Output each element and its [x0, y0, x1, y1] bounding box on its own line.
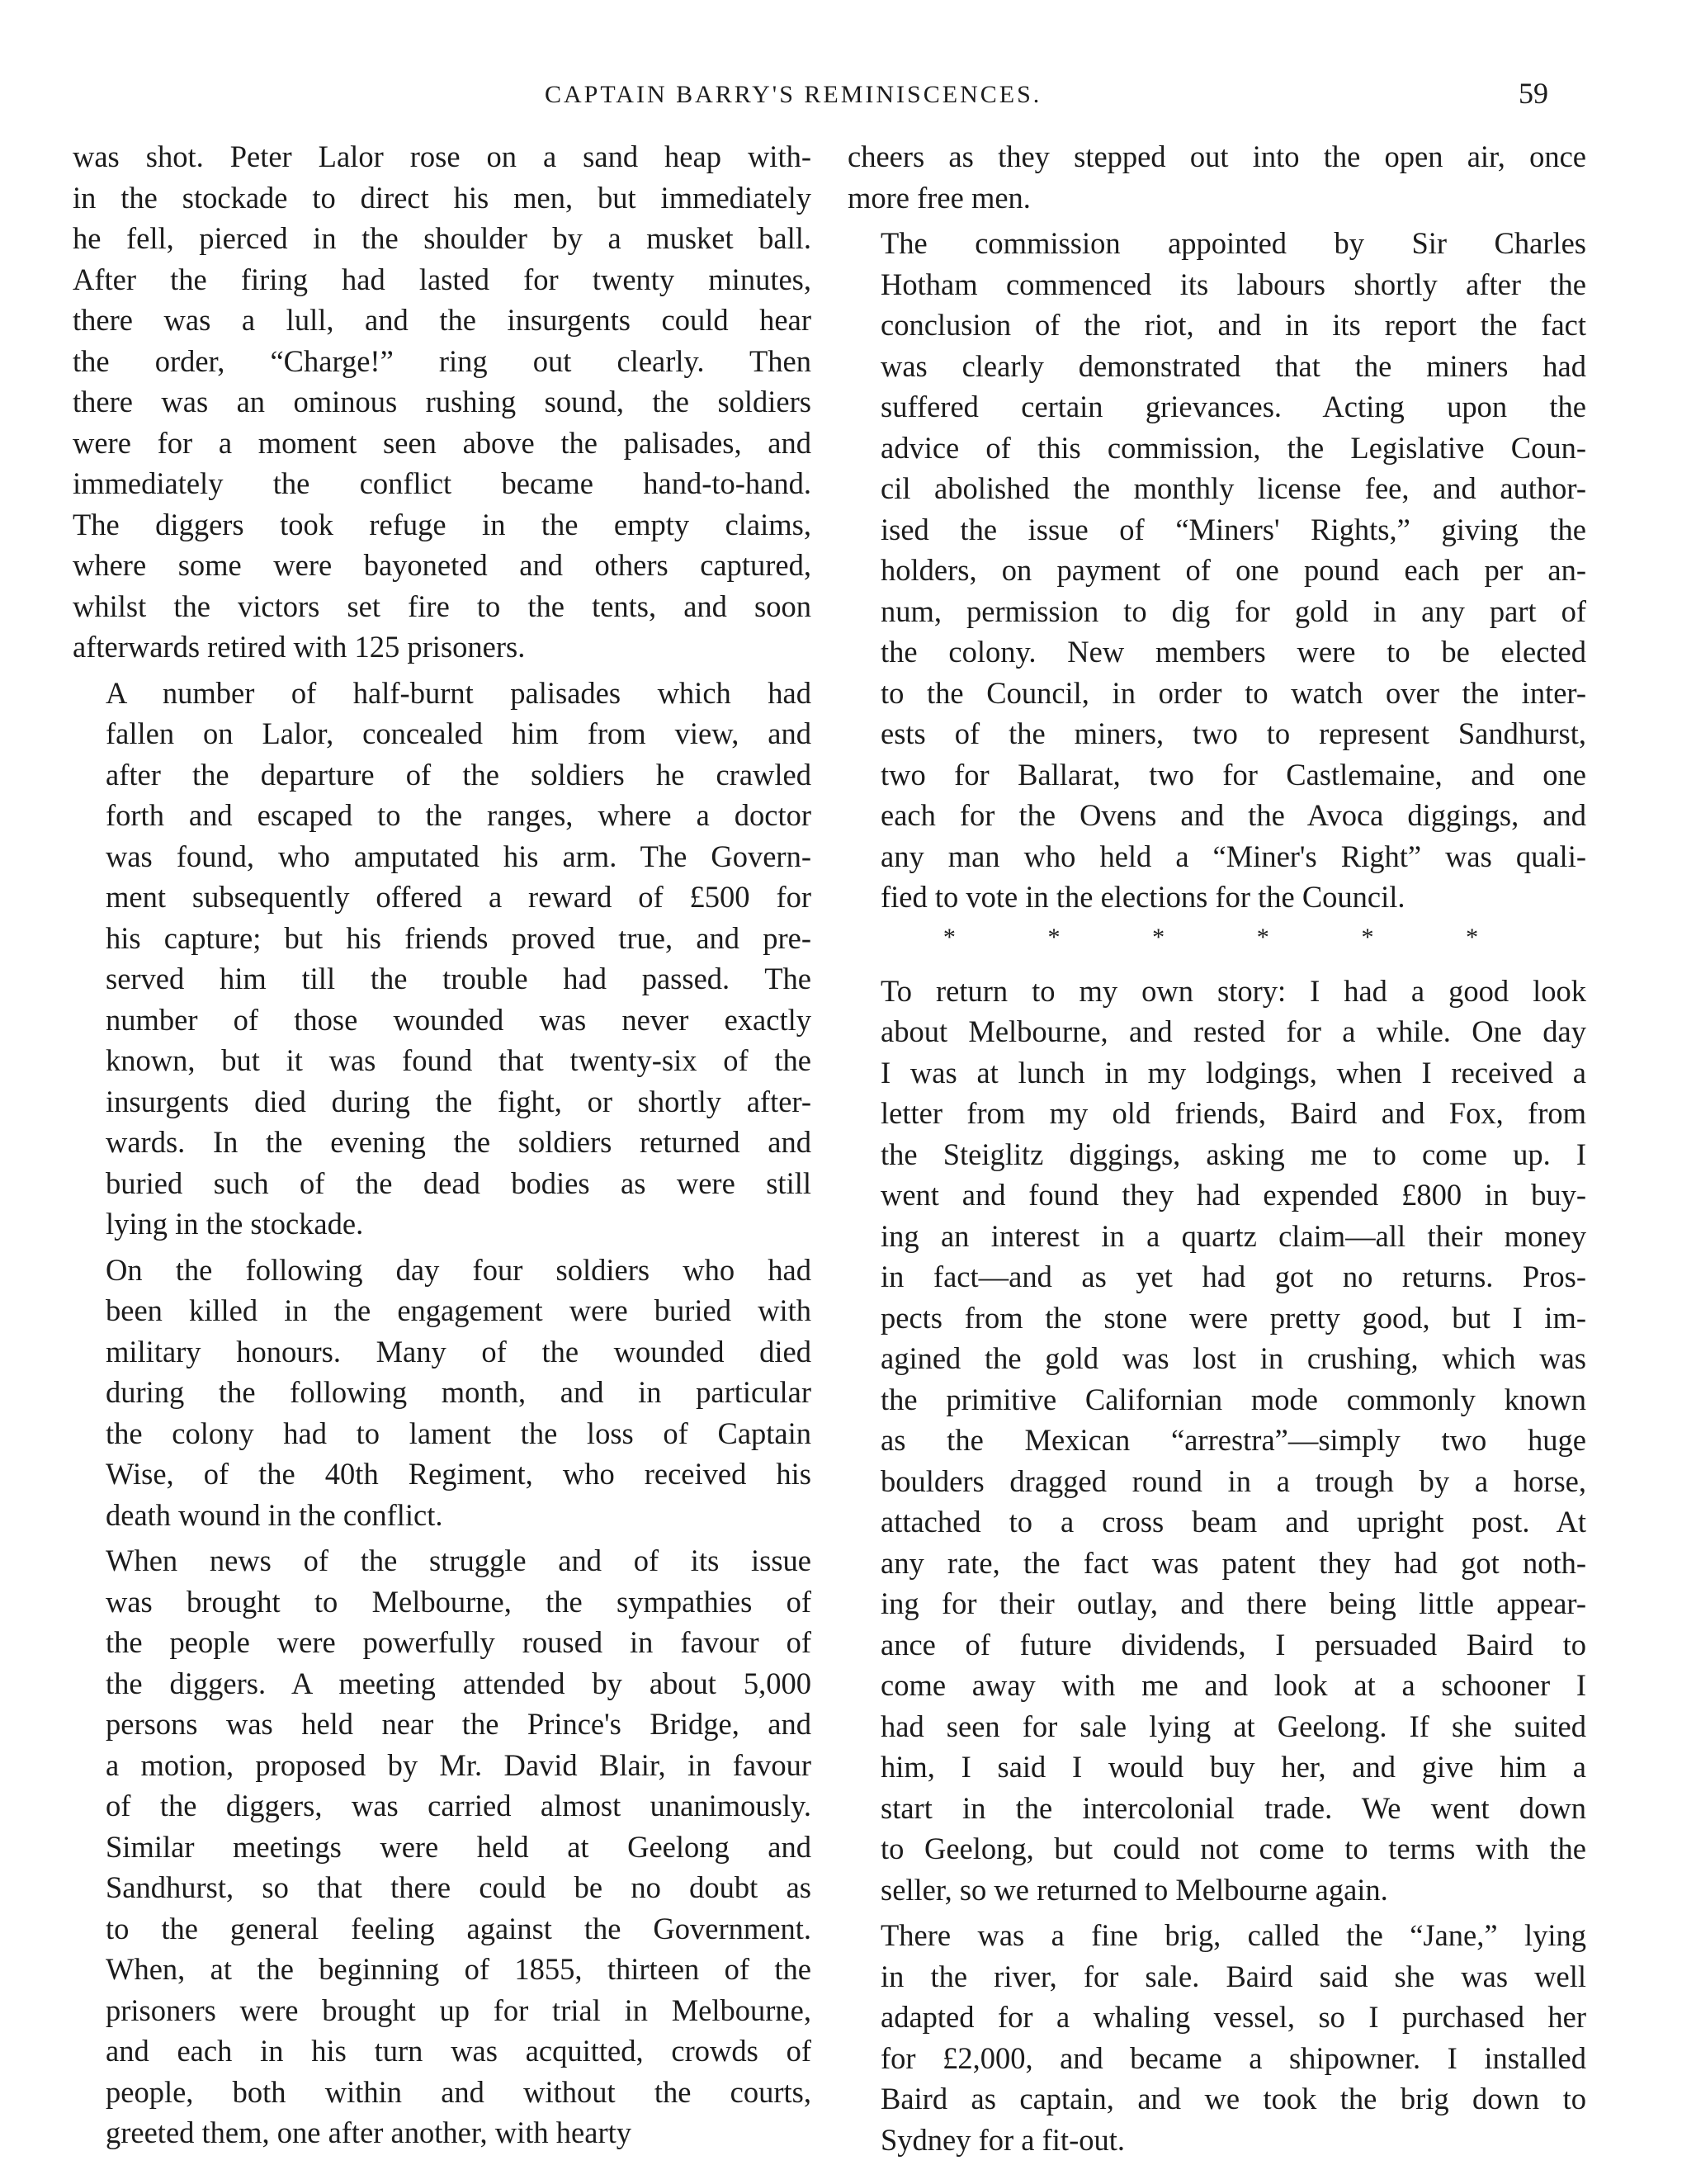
section-separator: [897, 921, 1524, 954]
separator-asterisk: *: [1047, 923, 1061, 951]
text-line: as the Mexican “arrestra”—simply two huge: [881, 1423, 1586, 1457]
text-line: When news of the struggle and of its issue: [106, 1543, 811, 1577]
text-line: was found, who amputated his arm. The Govern-: [106, 839, 811, 873]
separator-asterisk: *: [1466, 923, 1479, 951]
text-line: the colony had to lament the loss of Captain: [106, 1416, 811, 1450]
text-line: where some were bayoneted and others captured,: [73, 548, 811, 582]
separator-asterisk: *: [1361, 923, 1374, 951]
text-line: about Melbourne, and rested for a while. One day: [881, 1014, 1586, 1048]
text-line: his capture; but his friends proved true, and pre-: [106, 920, 811, 955]
text-line: more free men.: [848, 180, 1031, 215]
text-line: fallen on Lalor, concealed him from view, and: [106, 716, 811, 750]
text-line: known, but it was found that twenty-six of the: [106, 1043, 811, 1077]
text-line: The diggers took refuge in the empty claims,: [73, 507, 811, 541]
text-line: each for the Ovens and the Avoca diggings, and: [881, 798, 1586, 832]
text-line: persons was held near the Prince's Bridge, and: [106, 1707, 811, 1741]
text-line: come away with me and look at a schooner I: [881, 1668, 1586, 1702]
text-line: a motion, proposed by Mr. David Blair, in favour: [106, 1747, 811, 1782]
text-line: To return to my own story: I had a good look: [881, 973, 1586, 1008]
text-line: adapted for a whaling vessel, so I purchased her: [881, 2000, 1586, 2034]
text-line: Sandhurst, so that there could be no doubt as: [106, 1870, 811, 1904]
text-line: went and found they had expended £800 in buy-: [881, 1178, 1586, 1212]
text-line: afterwards retired with 125 prisoners.: [73, 630, 526, 664]
separator-asterisk: *: [942, 923, 956, 951]
text-line: was brought to Melbourne, the sympathies of: [106, 1584, 811, 1619]
paragraph: [73, 136, 811, 668]
page-number: 59: [1519, 77, 1548, 110]
text-line: had seen for sale lying at Geelong. If she suited: [881, 1709, 1586, 1743]
text-line: After the firing had lasted for twenty minutes,: [73, 262, 811, 296]
text-line: during the following month, and in particular: [106, 1375, 811, 1409]
text-line: the diggers. A meeting attended by about 5,000: [106, 1666, 811, 1700]
text-line: ised the issue of “Miners' Rights,” giving the: [881, 512, 1586, 546]
text-line: immediately the conflict became hand-to-hand.: [73, 466, 811, 500]
running-head: [0, 76, 1696, 117]
text-line: was shot. Peter Lalor rose on a sand heap with-: [73, 139, 811, 173]
text-line: any rate, the fact was patent they had got noth-: [881, 1545, 1586, 1580]
text-line: fied to vote in the elections for the Council.: [881, 880, 1405, 914]
text-line: there was a lull, and the insurgents could hear: [73, 303, 811, 337]
text-line: buried such of the dead bodies as were still: [106, 1165, 811, 1200]
text-line: served him till the trouble had passed. The: [106, 962, 811, 995]
text-line: to the Council, in order to watch over the inter-: [881, 675, 1586, 710]
text-line: When, at the beginning of 1855, thirteen of the: [106, 1952, 811, 1986]
text-line: of the diggers, was carried almost unanimously.: [106, 1789, 811, 1822]
text-line: ests of the miners, two to represent Sandhurst,: [881, 716, 1586, 750]
text-line: Similar meetings were held at Geelong and: [106, 1829, 811, 1864]
text-line: Wise, of the 40th Regiment, who received his: [106, 1457, 811, 1491]
text-line: I was at lunch in my lodgings, when I received a: [881, 1055, 1586, 1090]
text-line: ing for their outlay, and there being little appear-: [881, 1586, 1586, 1620]
text-line: ing an interest in a quartz claim—all their money: [881, 1218, 1586, 1253]
text-line: the order, “Charge!” ring out clearly. Then: [73, 343, 811, 378]
paragraph: [848, 223, 1586, 918]
text-line: prisoners were brought up for trial in Melbourne,: [106, 1993, 811, 2027]
text-line: letter from my old friends, Baird and Fox, from: [881, 1096, 1586, 1130]
paragraph: [848, 1915, 1586, 2160]
text-line: for £2,000, and became a shipowner. I installed: [881, 2040, 1586, 2075]
text-line: pects from the stone were pretty good, but I im-: [881, 1300, 1586, 1335]
text-line: attached to a cross beam and upright post. At: [881, 1505, 1586, 1539]
text-line: Hotham commenced its labours shortly after the: [881, 267, 1586, 301]
text-line: whilst the victors set fire to the tents, and soon: [73, 589, 811, 623]
text-line: lying in the stockade.: [106, 1207, 364, 1241]
text-line: any man who held a “Miner's Right” was quali-: [881, 839, 1586, 873]
text-line: to Geelong, but could not come to terms with the: [881, 1832, 1586, 1865]
text-line: agined the gold was lost in crushing, which was: [881, 1341, 1586, 1375]
text-line: in the stockade to direct his men, but immediately: [73, 180, 811, 215]
text-line: insurgents died during the fight, or shortly after-: [106, 1084, 811, 1118]
text-line: the colony. New members were to be elected: [881, 635, 1586, 669]
text-line: in fact—and as yet had got no returns. Pros-: [881, 1260, 1586, 1293]
text-line: been killed in the engagement were buried with: [106, 1293, 811, 1327]
text-line: ment subsequently offered a reward of £500 for: [106, 880, 811, 914]
paragraph: [73, 673, 811, 1245]
text-line: holders, on payment of one pound each per an-: [881, 553, 1586, 587]
text-line: two for Ballarat, two for Castlemaine, and one: [881, 757, 1586, 792]
text-line: were for a moment seen above the palisades, and: [73, 425, 811, 460]
text-line: in the river, for sale. Baird said she was well: [881, 1959, 1586, 1993]
right-column: [848, 136, 1586, 2160]
text-line: greeted them, one after another, with hearty: [106, 2115, 632, 2149]
running-title: CAPTAIN BARRY'S REMINISCENCES.: [545, 81, 1042, 108]
text-line: wards. In the evening the soldiers returned and: [106, 1125, 811, 1159]
text-line: the people were powerfully roused in favour of: [106, 1625, 811, 1659]
left-column: [73, 136, 811, 2153]
text-line: suffered certain grievances. Acting upon the: [881, 390, 1586, 423]
paragraph: [848, 136, 1586, 218]
text-line: cil abolished the monthly license fee, and author-: [881, 471, 1586, 505]
separator-asterisk: *: [1256, 923, 1269, 951]
text-line: cheers as they stepped out into the open air, once: [848, 139, 1586, 173]
separator-asterisk: *: [1152, 923, 1165, 951]
text-line: the Steiglitz diggings, asking me to come up. I: [881, 1137, 1586, 1171]
text-line: to the general feeling against the Government.: [106, 1911, 811, 1945]
text-line: A number of half-burnt palisades which had: [106, 675, 811, 710]
text-line: On the following day four soldiers who had: [106, 1252, 811, 1287]
text-line: Sydney for a fit-out.: [881, 2122, 1125, 2157]
paragraph: [73, 1540, 811, 2153]
text-line: forth and escaped to the ranges, where a doctor: [106, 798, 811, 832]
text-line: people, both within and without the courts,: [106, 2074, 811, 2109]
text-line: him, I said I would buy her, and give him a: [881, 1750, 1586, 1784]
text-line: conclusion of the riot, and in its report the fact: [881, 308, 1586, 342]
text-line: ance of future dividends, I persuaded Baird to: [881, 1627, 1586, 1662]
text-line: number of those wounded was never exactly: [106, 1002, 811, 1037]
text-line: start in the intercolonial trade. We went down: [881, 1790, 1586, 1825]
text-line: was clearly demonstrated that the miners had: [881, 348, 1586, 383]
text-line: there was an ominous rushing sound, the soldiers: [73, 385, 811, 418]
paragraph: [73, 1250, 811, 1536]
text-line: the primitive Californian mode commonly known: [881, 1382, 1586, 1416]
text-line: seller, so we returned to Melbourne again.: [881, 1872, 1388, 1907]
text-line: after the departure of the soldiers he crawled: [106, 757, 811, 792]
text-line: The commission appointed by Sir Charles: [881, 226, 1586, 260]
text-line: and each in his turn was acquitted, crowds of: [106, 2034, 811, 2068]
text-line: he fell, pierced in the shoulder by a musket ball.: [73, 221, 811, 255]
text-line: military honours. Many of the wounded died: [106, 1334, 811, 1369]
text-line: There was a fine brig, called the “Jane,” lying: [881, 1918, 1586, 1952]
text-line: Baird as captain, and we took the brig down to: [881, 2082, 1586, 2115]
text-line: death wound in the conflict.: [106, 1497, 443, 1532]
text-line: advice of this commission, the Legislative Coun-: [881, 430, 1586, 465]
text-line: num, permission to dig for gold in any part of: [881, 593, 1586, 628]
paragraph: [848, 971, 1586, 1911]
text-line: boulders dragged round in a trough by a horse,: [881, 1463, 1586, 1498]
